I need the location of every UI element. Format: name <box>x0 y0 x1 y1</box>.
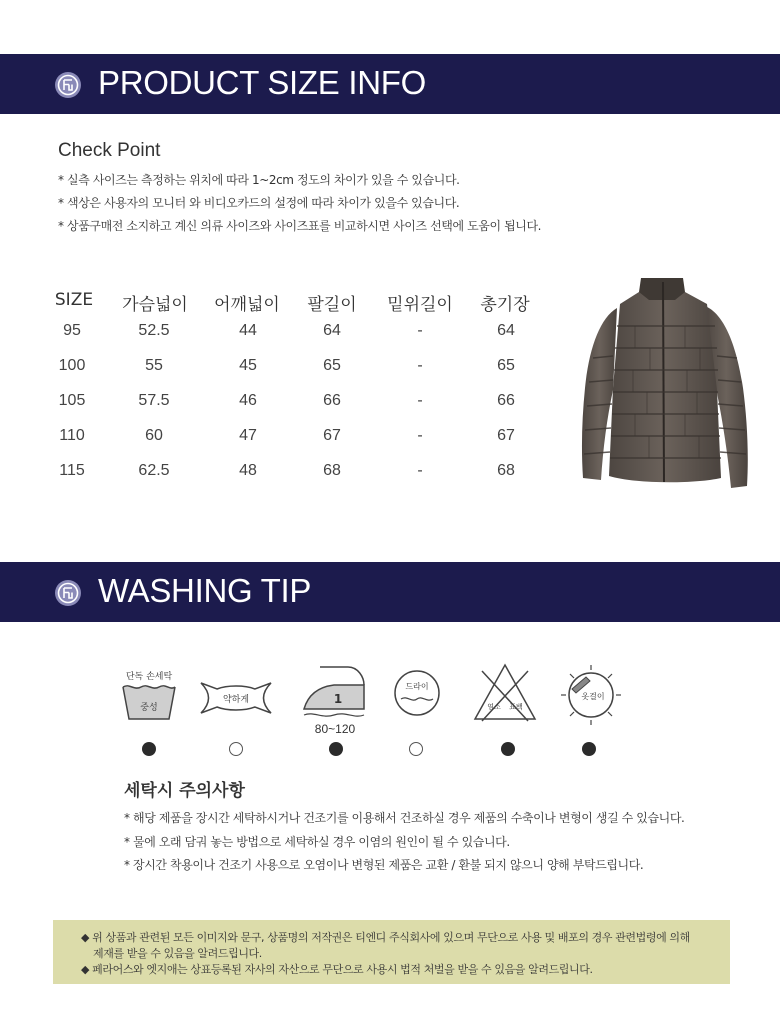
table-cell: 68 <box>497 462 515 479</box>
table-cell: 100 <box>58 357 86 374</box>
iron-temp-label: 80~120 <box>314 722 356 736</box>
table-cell: 67 <box>323 427 341 444</box>
table-cell: - <box>417 357 423 374</box>
chlorine-label: 염소 <box>487 703 501 711</box>
table-cell: 60 <box>145 427 163 444</box>
caution-note: * 장시간 착용이나 건조기 사용으로 오염이나 변형된 제품은 교환 / 환불 되지 않으니 양해 부탁드립니다. <box>124 858 644 872</box>
table-header: 어깨넓이 <box>214 295 280 315</box>
no-bleach-icon <box>472 663 538 729</box>
trademark-line: ◆ 페라어스와 엣지애는 상표등록된 자사의 자산으로 무단으로 사용시 법적 처벌을 받을 수 있음을 알려드립니다. <box>81 963 593 976</box>
table-cell: 105 <box>58 392 86 409</box>
bleach-label: 표백 <box>509 703 523 711</box>
size-table <box>40 290 560 490</box>
table-cell: 95 <box>63 322 81 339</box>
jacket-image <box>575 278 755 493</box>
table-cell: 47 <box>239 427 257 444</box>
table-header: 총기장 <box>480 295 530 315</box>
table-cell: - <box>417 427 423 444</box>
table-header: 밑위길이 <box>387 295 453 315</box>
selection-dot <box>142 742 156 756</box>
table-cell: 62.5 <box>138 462 170 479</box>
check-note: * 상품구매전 소지하고 계신 의류 사이즈와 사이즈표를 비교하시면 사이즈 선택에 도움이 됩니다. <box>58 219 542 233</box>
hand-wash-icon <box>120 663 178 729</box>
neutral-detergent-label: 중성 <box>140 703 158 713</box>
table-cell: 52.5 <box>138 322 170 339</box>
copyright-notice <box>53 920 730 984</box>
selection-dot <box>329 742 343 756</box>
check-note: * 색상은 사용자의 모니터 와 비디오카드의 설정에 따라 차이가 있을수 있습니다. <box>58 196 460 210</box>
check-point-title: Check Point <box>58 140 161 161</box>
copyright-line: 제재를 받을 수 있음을 알려드립니다. <box>93 947 262 960</box>
table-cell: 48 <box>239 462 257 479</box>
table-cell: 46 <box>239 392 257 409</box>
table-cell: 64 <box>323 322 341 339</box>
table-cell: 57.5 <box>138 392 170 409</box>
table-cell: 110 <box>59 427 85 444</box>
table-cell: 66 <box>497 392 515 409</box>
table-cell: 45 <box>239 357 257 374</box>
hand-wash-label: 단독 손세탁 <box>125 672 173 682</box>
iron-level-label: 1 <box>333 692 343 706</box>
table-header: 팔길이 <box>307 295 357 315</box>
hang-dry-icon <box>560 663 622 729</box>
brand-logo-icon <box>55 580 81 606</box>
table-cell: 66 <box>323 392 341 409</box>
size-info-title: PRODUCT SIZE INFO <box>98 64 426 101</box>
table-cell: 44 <box>239 322 257 339</box>
table-cell: 65 <box>497 357 515 374</box>
table-header: SIZE <box>54 290 94 310</box>
selection-dot <box>582 742 596 756</box>
selection-dot <box>501 742 515 756</box>
caution-title: 세탁시 주의사항 <box>124 781 245 801</box>
table-cell: - <box>417 462 423 479</box>
dry-label: 드라이 <box>405 682 429 691</box>
caution-note: * 물에 오래 담궈 놓는 방법으로 세탁하실 경우 이염의 원인이 될 수 있습니다. <box>124 835 510 849</box>
hanger-label: 옷걸이 <box>581 692 605 701</box>
table-cell: - <box>417 322 423 339</box>
gentle-label: 약하게 <box>222 695 250 705</box>
caution-note: * 해당 제품을 장시간 세탁하시거나 건조기를 이용해서 건조하실 경우 제품의 수축이나 변형이 생길 수 있습니다. <box>124 811 685 825</box>
table-cell: 68 <box>323 462 341 479</box>
table-cell: 65 <box>323 357 341 374</box>
selection-dot <box>229 742 243 756</box>
table-cell: 115 <box>59 462 85 479</box>
brand-logo-icon <box>55 72 81 98</box>
copyright-line: ◆ 위 상품과 관련된 모든 이미지와 문구, 상품명의 저작권은 티엔디 주식회사에 있으며 무단으로 사용 및 배포의 경우 관련법령에 의해 <box>81 931 690 944</box>
dry-clean-icon <box>392 663 442 729</box>
table-cell: 55 <box>145 357 163 374</box>
table-cell: 64 <box>497 322 515 339</box>
washing-tip-title: WASHING TIP <box>98 572 312 609</box>
table-cell: - <box>417 392 423 409</box>
size-info-banner <box>0 54 780 114</box>
table-cell: 67 <box>497 427 515 444</box>
gentle-twist-icon <box>197 663 275 729</box>
washing-tip-banner <box>0 562 780 622</box>
check-note: * 실측 사이즈는 측정하는 위치에 따라 1~2cm 정도의 차이가 있을 수 있습니다. <box>58 173 460 187</box>
table-header: 가슴넓이 <box>122 295 188 315</box>
selection-dot <box>409 742 423 756</box>
iron-icon <box>298 663 374 743</box>
